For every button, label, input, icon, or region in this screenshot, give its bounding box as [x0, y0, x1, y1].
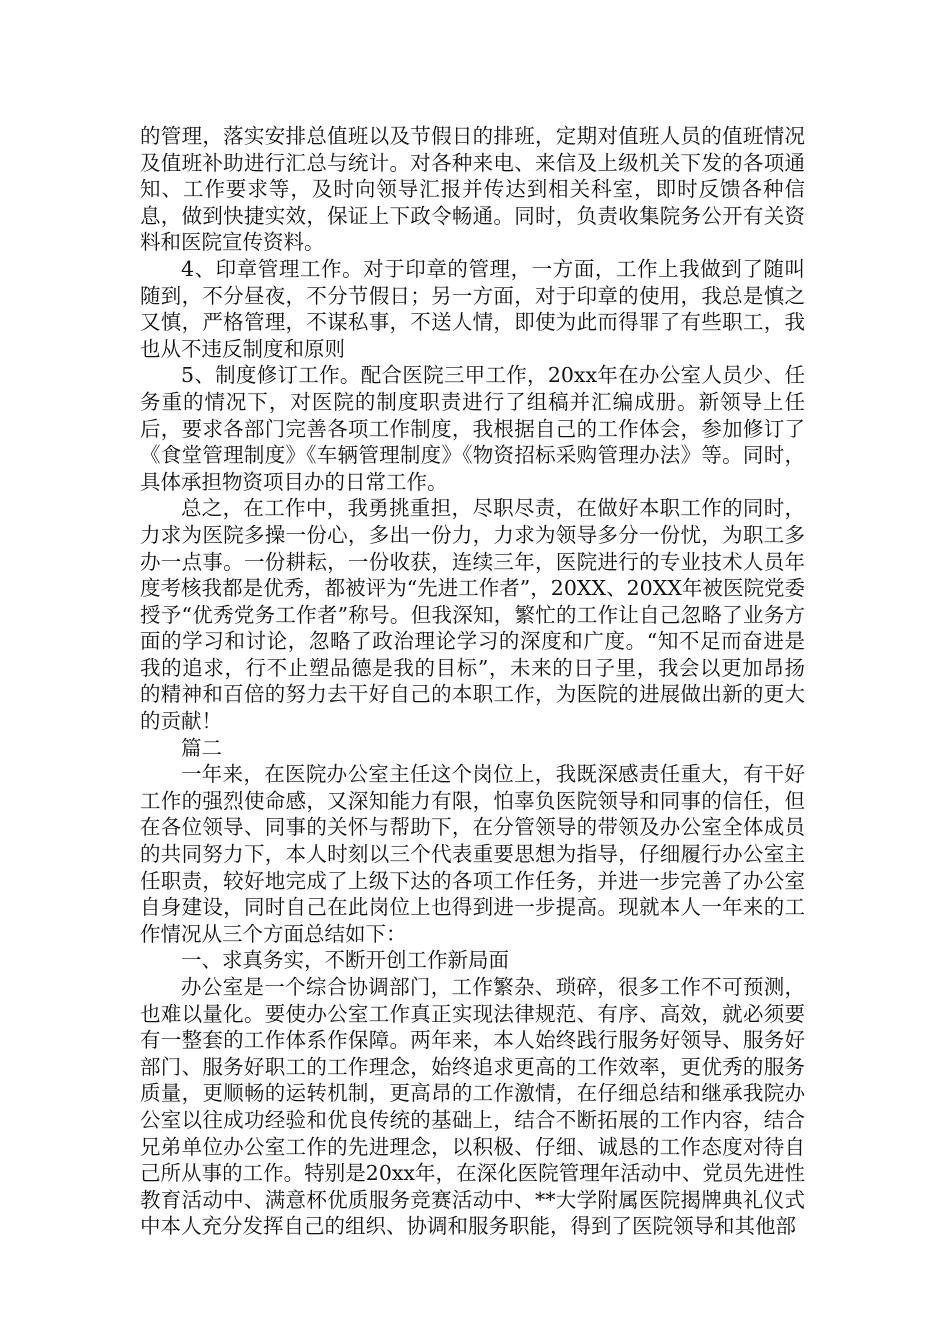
- document-body: [140, 123, 805, 1240]
- section-heading-one: 一、求真务实，不断开创工作新局面: [181, 948, 509, 973]
- paragraph-introduction: 一年来，在医院办公室主任这个岗位上，我既深感责任重大，有干好工作的强烈使命感，又深知能力有限，怕辜负医院领导和同事的信任，但在各位领导、同事的关怀与帮助下，在分管领导的带领及办公室全体成员的共同努力下，本人时刻以三个代表重要思想为指导，仔细履行办公室主任职责，较好地完成了上级下达的各项工作任务，并进一步完善了办公室自身建设，同时自己在此岗位上也得到进一步提高。现就本人一年来的工作情况从三个方面总结如下：: [140, 762, 805, 946]
- paragraph-summary: 总之，在工作中，我勇挑重担，尽职尽责，在做好本职工作的同时，力求为医院多操一份心，多出一份力，力求为领导多分一份忧，为职工多办一点事。一份耕耘，一份收获，连续三年，医院进行的专业技术人员年度考核我都是优秀，都被评为“先进工作者”，20XX、20XX年被医院党委授予“优秀党务工作者”称号。但我深知，繁忙的工作让自己忽略了业务方面的学习和讨论，忽略了政治理论学习的深度和广度。“知不足而奋进是我的追求，行不止塑品德是我的目标”，未来的日子里，我会以更加昂扬的精神和百倍的努力去干好自己的本职工作，为医院的进展做出新的更大的贡献！: [140, 496, 805, 734]
- paragraph-office-work: 办公室是一个综合协调部门，工作繁杂、琐碎，很多工作不可预测，也难以量化。要使办公室工作真正实现法律规范、有序、高效，就必须要有一整套的工作体系作保障。两年来，本人始终践行服务好领导、服务好部门、服务好职工的工作理念，始终追求更高的工作效率，更优秀的服务质量，更顺畅的运转机制，更高昂的工作激情，在仔细总结和继承我院办公室以往成功经验和优良传统的基础上，结合不断拓展的工作内容，结合兄弟单位办公室工作的先进理念，以积极、仔细、诚恳的工作态度对待自己所从事的工作。特别是20xx年，在深化医院管理年活动中、党员先进性教育活动中、满意杯优质服务竞赛活动中、**大学附属医院揭牌典礼仪式中本人充分发挥自己的组织、协调和服务职能，得到了医院领导和其他部: [140, 975, 805, 1239]
- paragraph-duty-management: 的管理，落实安排总值班以及节假日的排班，定期对值班人员的值班情况及值班补助进行汇总与统计。对各种来电、来信及上级机关下发的各项通知、工作要求等，及时向领导汇报并传达到相关科室，即时反馈各种信息，做到快捷实效，保证上下政令畅通。同时，负责收集院务公开有关资料和医院宣传资料。: [140, 124, 805, 255]
- paragraph-seal-management: 4、印章管理工作。对于印章的管理，一方面，工作上我做到了随叫随到，不分昼夜，不分节假日；另一方面，对于印章的使用，我总是慎之又慎，严格管理，不谋私事，不送人情，即使为此而得罪了有些职工，我也从不违反制度和原则: [140, 256, 805, 361]
- paragraph-regulation-revision: 5、制度修订工作。配合医院三甲工作，20xx年在办公室人员少、任务重的情况下，对医院的制度职责进行了组稿并汇编成册。新领导上任后，要求各部门完善各项工作制度，我根据自己的工作体会，参加修订了《食堂管理制度》《车辆管理制度》《物资招标采购管理办法》等。同时，具体承担物资项目办的日常工作。: [140, 363, 805, 494]
- section-heading-part-two: 篇二: [181, 735, 222, 760]
